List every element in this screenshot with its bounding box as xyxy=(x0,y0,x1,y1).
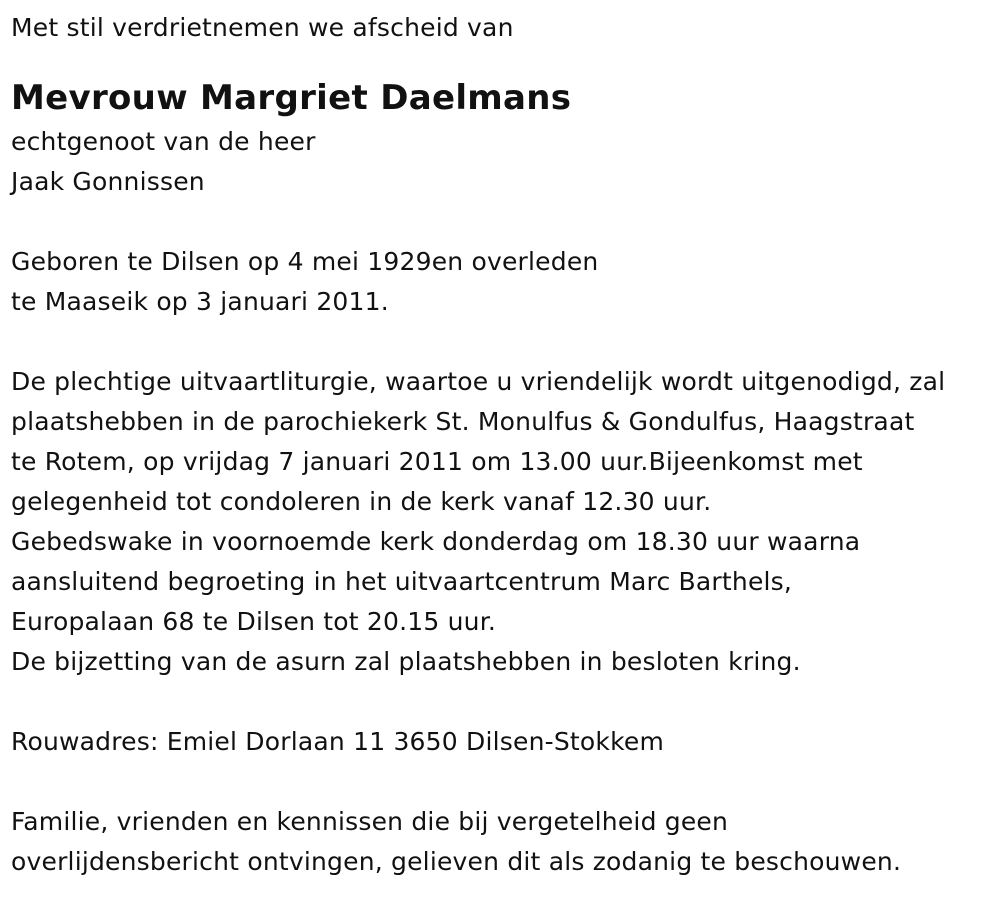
closing-line: Familie, vrienden en kennissen die bij vergetelheid geen xyxy=(11,807,729,836)
ceremony-line: Gebedswake in voornoemde kerk donderdag om 18.30 uur waarna xyxy=(11,527,861,556)
ceremony-line: Europalaan 68 te Dilsen tot 20.15 uur. xyxy=(11,607,497,636)
birth-death-line-1: Geboren te Dilsen op 4 mei 1929en overleden xyxy=(11,247,599,276)
spacer xyxy=(11,322,1000,362)
intro-text: Met stil verdrietnemen we afscheid van xyxy=(11,13,514,42)
spacer xyxy=(11,202,1000,242)
spouse-line-2: Jaak Gonnissen xyxy=(11,167,205,196)
deceased-name: Mevrouw Margriet Daelmans xyxy=(11,78,572,118)
ceremony-line: te Rotem, op vrijdag 7 januari 2011 om 13.00 uur.Bijeenkomst met xyxy=(11,447,863,476)
mourning-address: Rouwadres: Emiel Dorlaan 11 3650 Dilsen-Stokkem xyxy=(11,727,665,756)
ceremony-line: plaatshebben in de parochiekerk St. Monulfus & Gondulfus, Haagstraat xyxy=(11,407,915,436)
ceremony-line: aansluitend begroeting in het uitvaartcentrum Marc Barthels, xyxy=(11,567,793,596)
spacer xyxy=(11,762,1000,802)
birth-death-line-2: te Maaseik op 3 januari 2011. xyxy=(11,287,389,316)
ceremony-line: De plechtige uitvaartliturgie, waartoe u vriendelijk wordt uitgenodigd, zal xyxy=(11,367,946,396)
spouse-line-1: echtgenoot van de heer xyxy=(11,127,316,156)
spacer xyxy=(11,682,1000,722)
closing-line: overlijdensbericht ontvingen, gelieven dit als zodanig te beschouwen. xyxy=(11,847,902,876)
ceremony-line: gelegenheid tot condoleren in de kerk vanaf 12.30 uur. xyxy=(11,487,712,516)
ceremony-line: De bijzetting van de asurn zal plaatshebben in besloten kring. xyxy=(11,647,801,676)
